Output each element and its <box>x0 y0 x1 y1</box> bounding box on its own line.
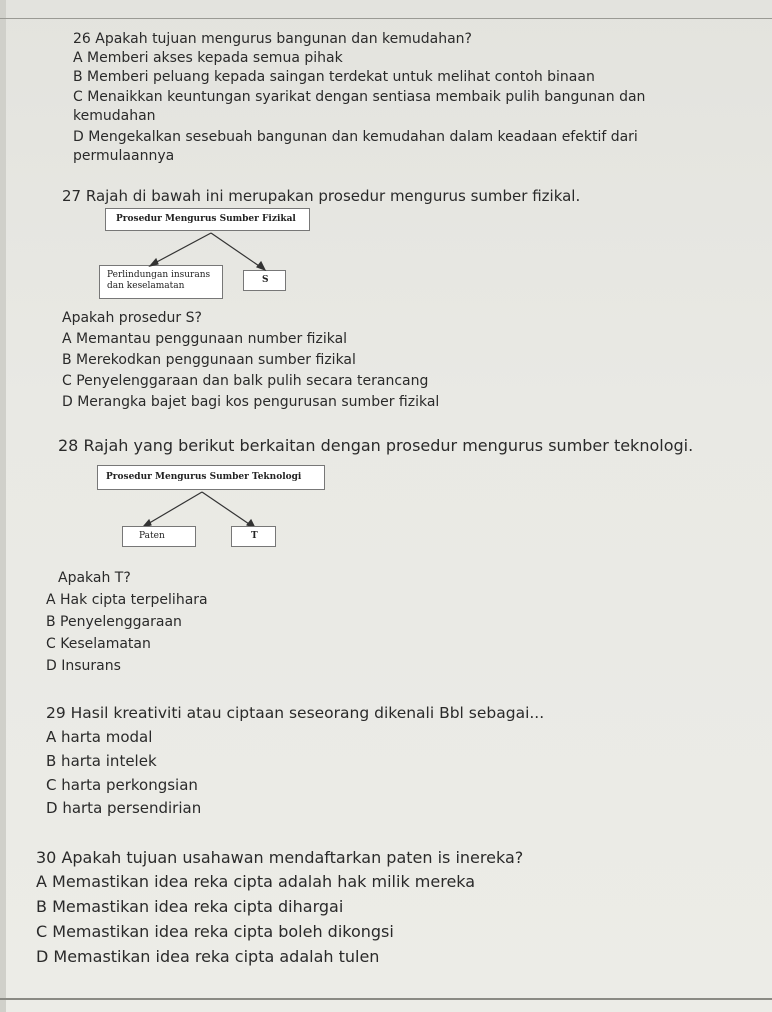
q27-connector-left <box>153 233 211 264</box>
q26-option-c-cont: kemudahan <box>73 108 156 124</box>
q26-option-d: D Mengekalkan sesebuah bangunan dan kemudahan dalam keadaan efektif dari <box>73 129 638 145</box>
q28-diagram-right-label: T <box>251 531 258 541</box>
q27-diagram-right-label: S <box>262 275 269 285</box>
q28-option-d: D Insurans <box>46 658 121 674</box>
q28-prompt: Apakah T? <box>58 570 131 586</box>
q28-option-a: A Hak cipta terpelihara <box>46 592 208 608</box>
q27-diagram-left-line1: Perlindungan insurans <box>107 270 211 280</box>
q29-option-c: C harta perkongsian <box>46 776 198 794</box>
q27-option-a: A Memantau penggunaan number fizikal <box>62 331 348 347</box>
q28-diagram-top-box <box>97 465 325 490</box>
q28-diagram-top-label: Prosedur Mengurus Sumber Teknologi <box>106 472 302 482</box>
q27-connector-right <box>211 233 262 268</box>
q29-question: 29 Hasil kreativiti atau ciptaan seseorang dikenali Bbl sebagai... <box>46 704 545 722</box>
q26-question: 26 Apakah tujuan mengurus bangunan dan kemudahan? <box>73 31 472 47</box>
q26-option-d-cont: permulaannya <box>73 148 175 164</box>
q26-option-a: A Memberi akses kepada semua pihak <box>73 50 343 66</box>
q26-option-b: B Memberi peluang kepada saingan terdekat untuk melihat contoh binaan <box>73 69 595 85</box>
q28-connector-left <box>146 492 202 525</box>
q27-question: 27 Rajah di bawah ini merupakan prosedur mengurus sumber fizikal. <box>62 187 581 205</box>
q27-option-d: D Merangka bajet bagi kos pengurusan sumber fizikal <box>62 394 440 410</box>
q29-option-d: D harta persendirian <box>46 799 202 817</box>
q27-option-c: C Penyelenggaraan dan balk pulih secara terancang <box>62 373 429 389</box>
q28-diagram-right-box <box>231 526 276 547</box>
q26-option-c: C Menaikkan keuntungan syarikat dengan sentiasa membaik pulih bangunan dan <box>73 89 646 105</box>
q28-diagram-left-box <box>122 526 196 547</box>
q27-arrowhead-right <box>257 262 265 270</box>
q29-option-b: B harta intelek <box>46 752 157 770</box>
q28-diagram-left-label: Paten <box>139 531 165 541</box>
q27-prompt: Apakah prosedur S? <box>62 310 202 326</box>
q28-question: 28 Rajah yang berikut berkaitan dengan prosedur mengurus sumber teknologi. <box>58 436 694 455</box>
q29-option-a: A harta modal <box>46 728 153 746</box>
q30-option-c: C Memastikan idea reka cipta boleh dikongsi <box>36 922 394 941</box>
q30-option-d: D Memastikan idea reka cipta adalah tulen <box>36 947 380 966</box>
q30-option-a: A Memastikan idea reka cipta adalah hak milik mereka <box>36 872 476 891</box>
q28-connector-right <box>202 492 252 526</box>
q27-option-b: B Merekodkan penggunaan sumber fizikal <box>62 352 356 368</box>
q27-arrowhead-left <box>150 259 158 266</box>
q30-option-b: B Memastikan idea reka cipta dihargai <box>36 897 344 916</box>
q28-option-c: C Keselamatan <box>46 636 151 652</box>
q28-option-b: B Penyelenggaraan <box>46 614 182 630</box>
q30-question: 30 Apakah tujuan usahawan mendaftarkan paten is inereka? <box>36 848 524 867</box>
q27-diagram-top-label: Prosedur Mengurus Sumber Fizikal <box>116 214 296 224</box>
q27-diagram-left-line2: dan keselamatan <box>107 281 185 291</box>
